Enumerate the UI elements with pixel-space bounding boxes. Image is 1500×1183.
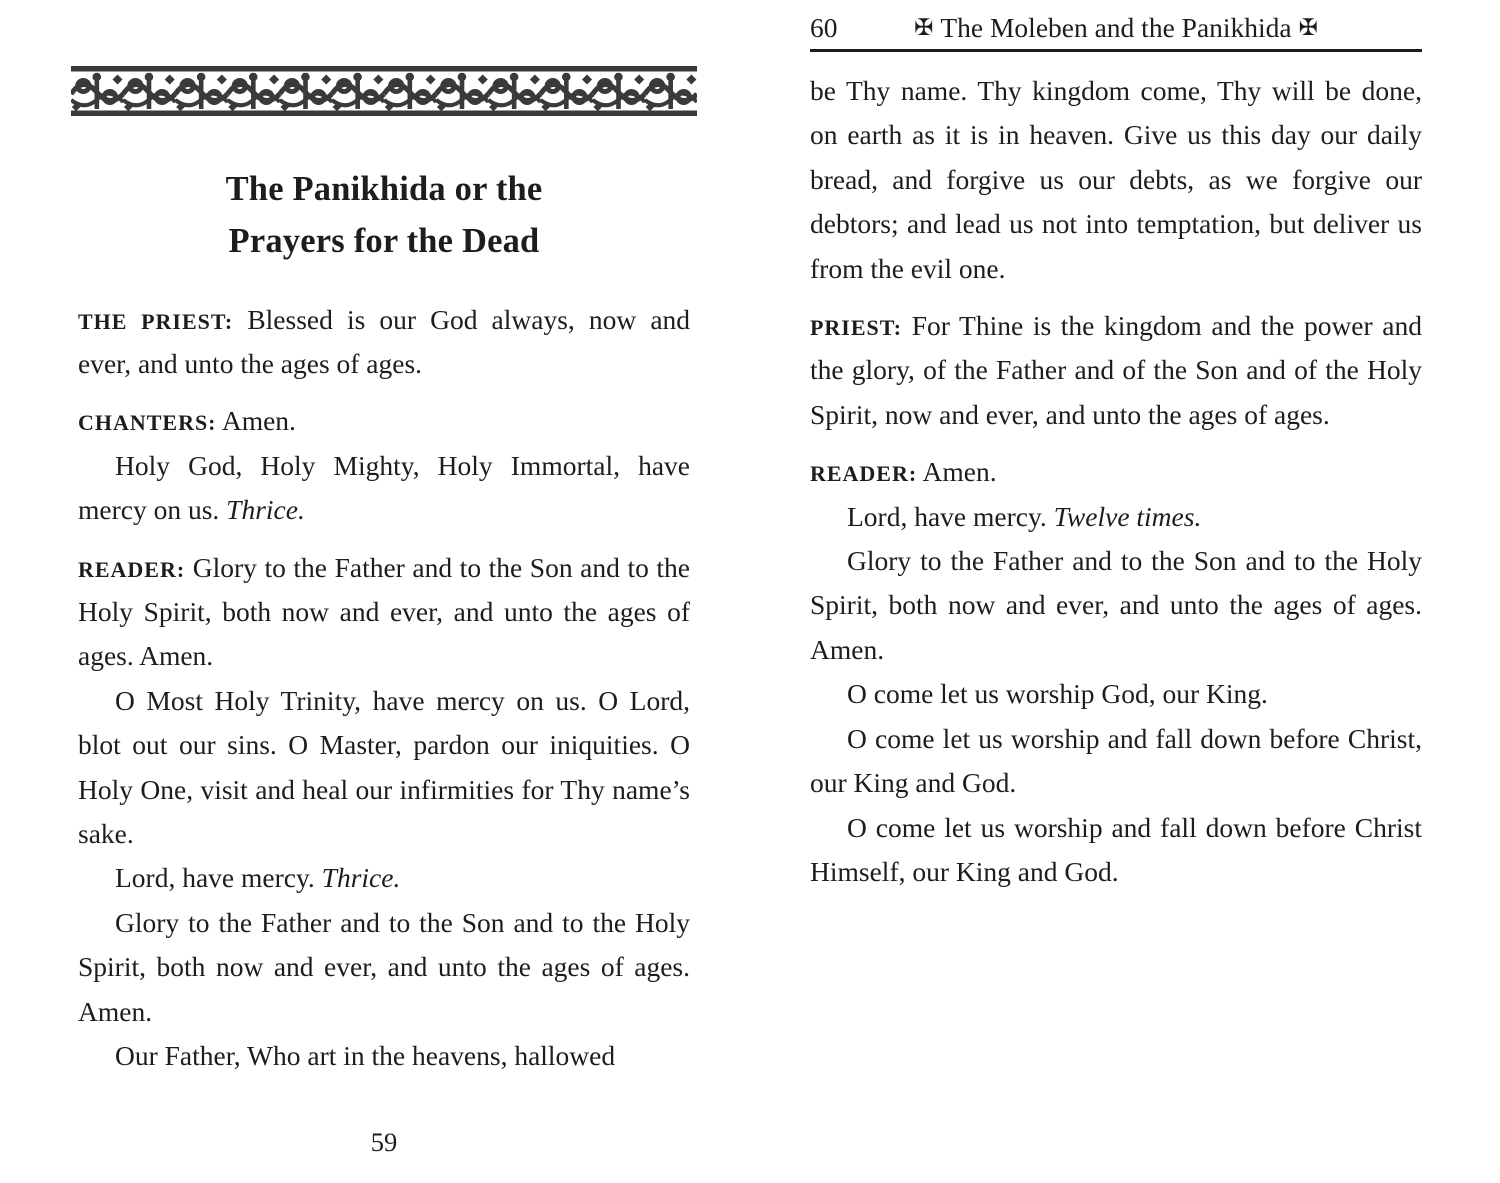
paragraph-text: Glory to the Father and to the Son and to the Holy Spirit, both now and ever, and unto the ages of ages. Amen. xyxy=(78,906,690,1027)
paragraph-text: O Most Holy Trinity, have mercy on us. O Lord, blot out our sins. O Master, pardon our iniquities. O Holy One, visit and heal our infirmities for Thy name’s sake. xyxy=(78,684,690,849)
paragraph-text: Blessed is our God always, now and ever, and unto the ages of ages. xyxy=(78,303,691,379)
paragraph xyxy=(810,69,1422,291)
left-page-body xyxy=(78,298,690,1079)
paragraph xyxy=(78,901,690,1034)
paragraph xyxy=(78,399,690,443)
paragraph-text: be Thy name. Thy kingdom come, Thy will be done, on earth as it is in heaven. Give us this day our daily bread, and forgive us our debts, as we forgive our debtors; and lead us not into temptation, but deliver us from the evil one. xyxy=(810,75,1422,284)
header-rule xyxy=(810,49,1422,52)
speaker-label: PRIEST: xyxy=(810,315,903,341)
running-header-text: The Moleben and the Panikhida xyxy=(940,12,1292,43)
paragraph-text: For Thine is the kingdom and the power and the glory, of the Father and of the Son and of the Holy Spirit, now and ever, and unto the ages of ages. xyxy=(810,310,1422,430)
paragraph-text: Glory to the Father and to the Son and to the Holy Spirit, both now and ever, and unto the ages of ages. Amen. xyxy=(810,545,1422,665)
chapter-title-line1: The Panikhida or the xyxy=(225,170,543,208)
paragraph-text: Our Father, Who art in the heavens, hallowed xyxy=(115,1040,616,1071)
paragraph xyxy=(810,539,1422,672)
chapter-title-line2: Prayers for the Dead xyxy=(228,221,540,260)
speaker-label: THE PRIEST: xyxy=(78,308,234,334)
paragraph xyxy=(810,717,1422,806)
paragraph xyxy=(810,806,1422,895)
ornamental-border xyxy=(71,66,697,116)
paragraph-text: Amen. xyxy=(221,405,296,437)
page-number-left: 59 xyxy=(370,1127,398,1157)
paragraph xyxy=(78,444,690,533)
rubric-italic: Thrice. xyxy=(226,494,305,526)
paragraph xyxy=(78,856,690,900)
speaker-label: READER: xyxy=(810,461,918,487)
rubric-italic: Thrice. xyxy=(321,862,401,894)
paragraph-text: Lord, have mercy. xyxy=(115,862,322,894)
page-right xyxy=(810,0,1422,1183)
paragraph-text: O come let us worship and fall down before Christ, our King and God. xyxy=(810,722,1422,799)
paragraph-text: Amen. xyxy=(922,456,997,488)
paragraph xyxy=(78,546,690,679)
running-header-title xyxy=(810,12,1422,44)
paragraph xyxy=(78,298,690,387)
paragraph xyxy=(810,450,1422,494)
paragraph xyxy=(810,672,1422,716)
maltese-cross-icon: ✠ xyxy=(914,15,934,40)
paragraph-text: O come let us worship and fall down before Christ Himself, our King and God. xyxy=(810,811,1422,887)
paragraph xyxy=(810,304,1422,437)
page-number-right: 60 xyxy=(810,12,838,43)
speaker-label: READER: xyxy=(78,556,186,582)
speaker-label: CHANTERS: xyxy=(78,410,217,436)
chapter-title xyxy=(78,164,690,268)
page-left xyxy=(78,0,690,1183)
rubric-italic: Twelve times. xyxy=(1053,500,1202,532)
paragraph-text: Glory to the Father and to the Son and to the Holy Spirit, both now and ever, and unto the ages of ages. Amen. xyxy=(78,551,691,672)
paragraph xyxy=(810,495,1422,539)
right-page-body xyxy=(810,69,1422,894)
paragraph-text: O come let us worship God, our King. xyxy=(847,678,1268,710)
paragraph xyxy=(78,1034,690,1078)
maltese-cross-icon: ✠ xyxy=(1298,15,1318,40)
running-header xyxy=(810,12,1422,48)
paragraph xyxy=(78,679,690,857)
paragraph-text: Holy God, Holy Mighty, Holy Immortal, have mercy on us. xyxy=(78,449,690,526)
paragraph-text: Lord, have mercy. xyxy=(847,500,1054,532)
